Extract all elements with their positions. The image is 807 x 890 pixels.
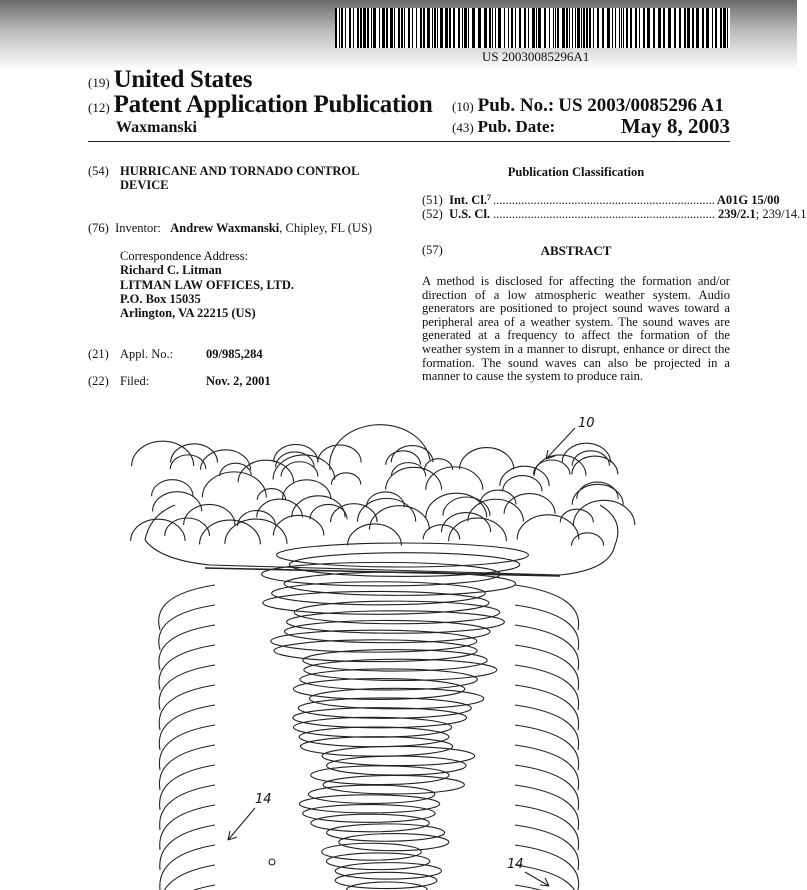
inventor-label: Inventor: — [115, 221, 161, 235]
correspondence-line: Richard C. Litman — [120, 263, 222, 277]
cloud-puff — [257, 489, 285, 500]
cloud-puff — [572, 533, 604, 546]
abstract-code: (57) — [422, 243, 443, 257]
inventor-location: , Chipley, FL (US) — [279, 221, 373, 235]
cloud-puff — [131, 519, 185, 541]
title-code: (54) — [88, 164, 109, 178]
cloud-puff — [517, 515, 579, 540]
appl-number: 09/985,284 — [206, 347, 263, 361]
arrow-14-left — [228, 808, 255, 840]
inid-code: (51) — [422, 193, 443, 207]
int-class-label: Int. Cl. — [449, 193, 487, 207]
country: United States — [113, 66, 253, 93]
cloud-puff — [184, 504, 235, 525]
cloud-puff — [257, 499, 303, 517]
sound-wave-left — [160, 825, 215, 870]
cloud-puff — [503, 476, 542, 492]
cloud-puff — [533, 460, 569, 475]
cloud-puff — [572, 456, 618, 474]
cloud-puff — [348, 524, 402, 546]
ref-label-10: 10 — [578, 416, 595, 431]
cloud-puff — [386, 451, 421, 465]
classification-heading: Publication Classification — [507, 165, 645, 179]
inventor-name: Andrew Waxmanski — [170, 221, 280, 235]
pub-date: May 8, 2003 — [620, 114, 730, 138]
correspondence-line: LITMAN LAW OFFICES, LTD. — [120, 278, 294, 292]
cloud-puff — [560, 509, 593, 522]
filed-label: Filed: — [120, 374, 150, 388]
inid-code: (52) — [422, 207, 443, 221]
title-line-2: DEVICE — [120, 178, 169, 192]
barcode-number: US 20030085296A1 — [482, 49, 590, 64]
leader-dots: ....................................................................... — [493, 207, 715, 221]
vortex-ring — [322, 843, 422, 860]
cloud-puff — [442, 513, 491, 533]
correspondence-line: Arlington, VA 22215 (US) — [120, 306, 256, 320]
us-class-secondary: ; 239/14.1 — [755, 207, 807, 221]
pub-date-label: Pub. Date: — [477, 117, 556, 136]
cloud-puff — [238, 511, 276, 526]
vortex-ring — [339, 834, 449, 851]
inventor-surname: Waxmanski — [116, 119, 197, 136]
cloud-puff — [201, 450, 251, 470]
abstract-text: A method is disclosed for affecting the formation and/or direction of a low atmospheric weather system. Audio generators are positioned to project sound waves toward a peripheral area of a weather system. The sound waves are generated at a frequency to affect the formation of the weather system in a manner to disrupt, enhance or direct the formation. The sound waves can also be projected in a manner to cause the system to produce rain. — [422, 274, 730, 384]
leader-dots: ....................................................................... — [492, 193, 715, 207]
cloud-puff — [357, 498, 415, 521]
vortex-ring — [335, 863, 441, 879]
cloud-outline — [145, 505, 618, 575]
cloud-puff — [238, 460, 293, 482]
cloud-puff — [281, 462, 318, 477]
cloud-puff — [273, 515, 323, 535]
cloud-puff — [369, 506, 429, 530]
debris — [269, 859, 275, 865]
cloud-puff — [449, 518, 507, 541]
cloud-puff — [426, 467, 483, 490]
cloud-puff — [573, 500, 634, 525]
sound-wave-left — [160, 765, 215, 810]
cloud-puff — [424, 459, 452, 470]
publication-type: Patent Application Publication — [113, 91, 433, 118]
inid-code: (19) — [88, 75, 110, 90]
cloud-puff — [318, 445, 361, 462]
cloud-puff — [562, 443, 611, 462]
vortex-ring — [304, 659, 497, 680]
cloud-puff — [273, 455, 335, 480]
correspondence-label: Correspondence Address: — [120, 249, 249, 263]
appl-code: (21) — [88, 347, 109, 361]
pub-number: US 2003/0085296 A1 — [558, 95, 724, 116]
cloud-puff — [460, 448, 514, 470]
int-class-value: A01G 15/00 — [716, 193, 780, 207]
int-class-edition: 7 — [486, 193, 491, 202]
title-line-1: HURRICANE AND TORNADO CONTROL — [120, 164, 360, 178]
cloud-puff — [331, 473, 360, 485]
cloud-puff — [171, 444, 218, 463]
filed-date: Nov. 2, 2001 — [206, 374, 271, 388]
sound-wave-left — [160, 805, 215, 850]
inid-code: (10) — [452, 99, 474, 114]
sound-wave-left — [160, 785, 215, 830]
cloud-puff — [202, 472, 266, 498]
appl-label: Appl. No.: — [120, 347, 174, 361]
inid-code: (76) — [88, 221, 109, 235]
cloud-puff — [386, 467, 442, 489]
correspondence-line: P.O. Box 15035 — [120, 292, 201, 306]
cloud-puff — [572, 451, 609, 466]
filed-code: (22) — [88, 374, 109, 388]
cloud-puff — [366, 492, 404, 507]
cloud-puff — [276, 452, 315, 467]
ref-label-14-left: 14 — [255, 792, 272, 807]
arrow-10 — [546, 428, 575, 459]
sound-wave-left — [160, 845, 215, 890]
pub-number-label: Pub. No.: — [477, 95, 555, 116]
ref-label-14-right: 14 — [507, 857, 524, 872]
sound-wave-left — [159, 745, 215, 790]
inid-code: (43) — [452, 120, 474, 135]
arrow-14-right — [525, 872, 549, 886]
us-class-primary: 239/2.1 — [717, 207, 756, 221]
inid-code: (12) — [88, 100, 110, 115]
abstract-heading: ABSTRACT — [540, 243, 612, 258]
vortex-ring — [277, 543, 529, 567]
vortex-ring — [311, 814, 429, 832]
cloud-puff — [391, 446, 433, 463]
us-class-label: U.S. Cl. — [449, 207, 491, 221]
